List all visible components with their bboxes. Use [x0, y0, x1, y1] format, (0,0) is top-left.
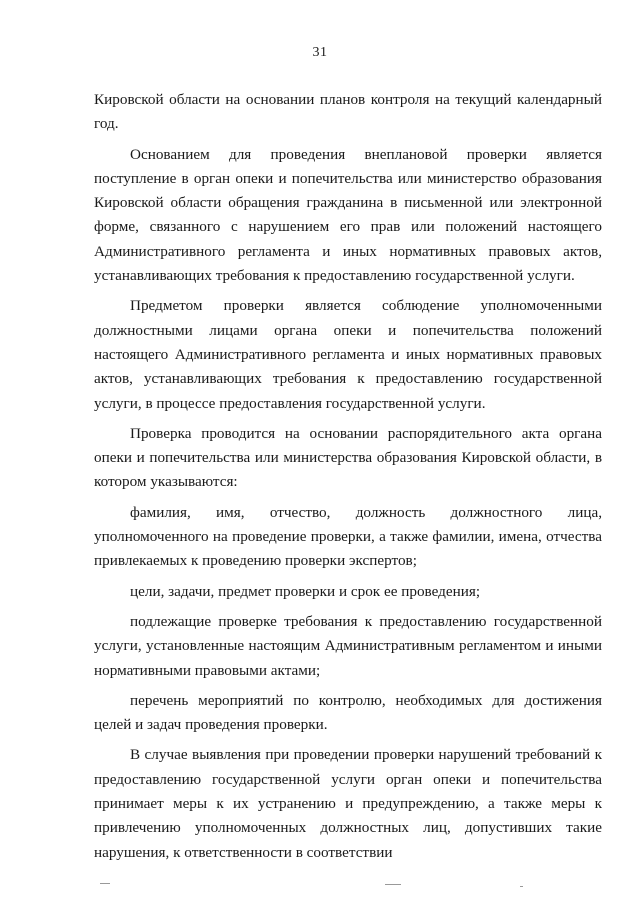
- scan-speck: [100, 883, 110, 884]
- list-item-3: подлежащие проверке требования к предоставлению государственной услуги, установленные настоящим Административным регламентом и иными нормативными правовыми актами;: [94, 612, 602, 679]
- scan-speck: [520, 886, 523, 887]
- scan-speck: [385, 884, 401, 885]
- paragraph-1: Кировской области на основании планов контроля на текущий календарный год.: [94, 91, 602, 133]
- document-body: [94, 88, 602, 871]
- list-item-2: цели, задачи, предмет проверки и срок ее проведения;: [130, 582, 481, 600]
- paragraph-2: Основанием для проведения внеплановой проверки является поступление в орган опеки и попечительства или министерство образования Кировской области обращения гражданина в письменной или электронной форме, связанного с нарушением его прав или положений настоящего Административного регламента и иных нормативных правовых актов, устанавливающих требования к предоставлению государственной услуги.: [94, 145, 602, 285]
- page-number: 31: [312, 45, 328, 60]
- paragraph-5: В случае выявления при проведении проверки нарушений требований к предоставлению государственной услуги орган опеки и попечительства принимает меры к их устранению и предупреждению, а также меры к привлечению уполномоченных должностных лиц, допустивших такие нарушения, к ответственности в соответствии: [94, 746, 602, 861]
- paragraph-4: Проверка проводится на основании распорядительного акта органа опеки и попечительства или министерства образования Кировской области, в котором указываются:: [94, 424, 602, 491]
- paragraph-3: Предметом проверки является соблюдение уполномоченными должностными лицами органа опеки и попечительства положений настоящего Административного регламента и иных нормативных правовых актов, устанавливающих требования к предоставлению государственной услуги, в процессе предоставления государственной услуги.: [94, 297, 602, 412]
- list-item-4: перечень мероприятий по контролю, необходимых для достижения целей и задач проведения проверки.: [94, 691, 602, 734]
- list-item-1: фамилия, имя, отчество, должность должностного лица, уполномоченного на проведение проверки, а также фамилии, имена, отчества привлекаемых к проведению проверки экспертов;: [94, 503, 602, 570]
